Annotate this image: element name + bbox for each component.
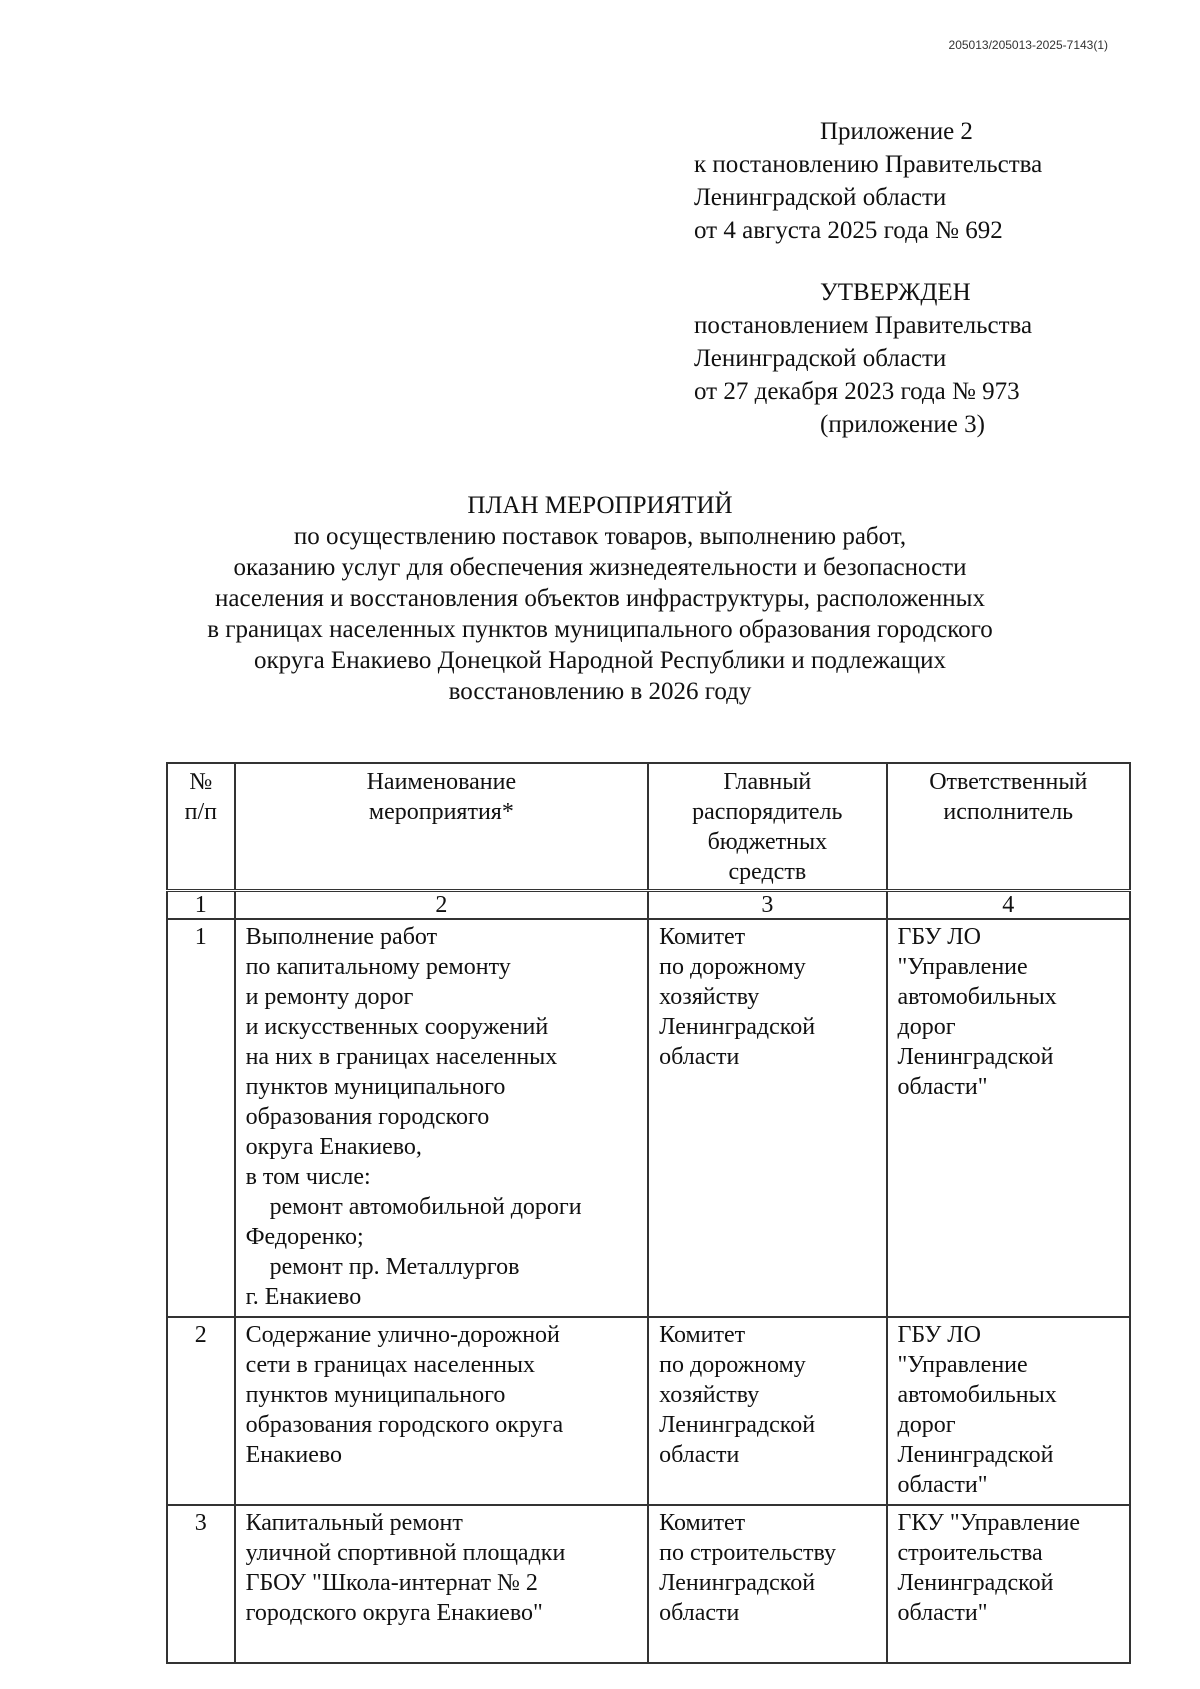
row-manager: Комитет по строительству Ленинградской области <box>648 1505 886 1663</box>
table-header-row <box>167 763 1130 891</box>
row-executor: ГКУ "Управление строительства Ленинградской области" <box>887 1505 1131 1663</box>
plan-subtitle-line: округа Енакиево Донецкой Народной Республики и подлежащих <box>254 647 946 674</box>
plan-table <box>166 762 1131 1664</box>
plan-heading: ПЛАН МЕРОПРИЯТИЙ <box>467 492 733 519</box>
column-number: 2 <box>235 891 649 920</box>
column-number: 3 <box>648 891 886 920</box>
row-manager: Комитет по дорожному хозяйству Ленинградской области <box>648 1317 886 1505</box>
row-name: Содержание улично-дорожной сети в границах населенных пунктов муниципального образования городского округа Енакиево <box>235 1317 649 1505</box>
plan-subtitle-line: по осуществлению поставок товаров, выполнению работ, <box>293 523 907 550</box>
attachment-block <box>694 115 1042 247</box>
approved-date: от 27 декабря 2023 года № 973 <box>694 378 1020 405</box>
header-name: Наименование мероприятия* <box>235 763 649 891</box>
header-manager: Главный распорядитель бюджетных средств <box>648 763 886 891</box>
header-number: № п/п <box>167 763 235 891</box>
row-executor: ГБУ ЛО "Управление автомобильных дорог Ленинградской области" <box>887 1317 1131 1505</box>
row-manager: Комитет по дорожному хозяйству Ленинградской области <box>648 919 886 1317</box>
plan-subtitle-line: восстановлению в 2026 году <box>448 678 752 705</box>
approved-title: УТВЕРЖДЕН <box>820 279 971 306</box>
document-id: 205013/205013-2025-7143(1) <box>948 38 1108 52</box>
table-row <box>167 1317 1130 1505</box>
plan-title <box>150 490 1050 707</box>
approved-line: Ленинградской области <box>694 345 947 372</box>
approved-note: (приложение 3) <box>820 411 985 438</box>
column-number: 4 <box>887 891 1131 920</box>
plan-subtitle-line: населения и восстановления объектов инфраструктуры, расположенных <box>215 585 985 612</box>
table-row <box>167 1505 1130 1663</box>
plan-subtitle-line: в границах населенных пунктов муниципального образования городского <box>207 616 993 643</box>
attachment-title: Приложение 2 <box>820 118 973 145</box>
column-number-row <box>167 891 1130 920</box>
table-row <box>167 919 1130 1317</box>
approved-line: постановлением Правительства <box>694 312 1033 339</box>
attachment-line: Ленинградской области <box>694 184 947 211</box>
row-name: Капитальный ремонт уличной спортивной площадки ГБОУ "Школа-интернат № 2 городского округа Енакиево" <box>235 1505 649 1663</box>
column-number: 1 <box>167 891 235 920</box>
row-executor: ГБУ ЛО "Управление автомобильных дорог Ленинградской области" <box>887 919 1131 1317</box>
attachment-line: к постановлению Правительства <box>694 151 1043 178</box>
plan-subtitle-line: оказанию услуг для обеспечения жизнедеятельности и безопасности <box>233 554 967 581</box>
row-number: 3 <box>167 1505 235 1663</box>
row-name: Выполнение работ по капитальному ремонту и ремонту дорог и искусственных сооружений на них в границах населенных пунктов муниципального образования городского округа Енакиево, в том числе: ремонт автомобильной дороги Федоренко; ремонт пр. Металлургов г. Енакиево <box>235 919 649 1317</box>
approved-block <box>694 276 1032 441</box>
attachment-date: от 4 августа 2025 года № 692 <box>694 217 1003 244</box>
row-number: 2 <box>167 1317 235 1505</box>
header-executor: Ответственный исполнитель <box>887 763 1131 891</box>
row-number: 1 <box>167 919 235 1317</box>
